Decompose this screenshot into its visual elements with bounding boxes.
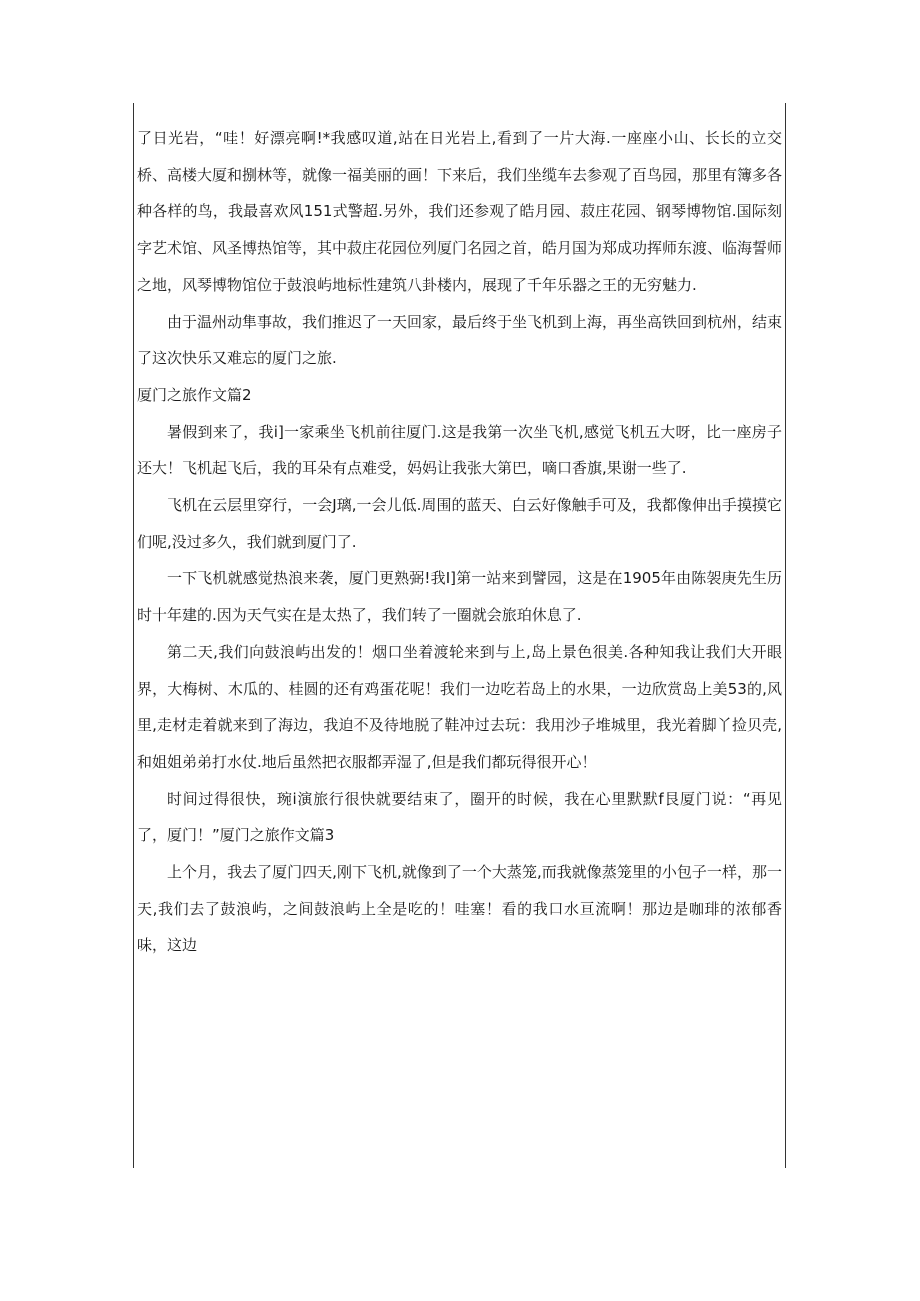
left-margin-rule — [133, 103, 134, 1168]
paragraph-clouds: 飞机在云层里穿行，一会J璃,一会儿低.周围的蓝天、白云好像触手可及，我都像伸出手摸摸它们呢,没过多久，我们就到厦门了. — [137, 496, 782, 551]
paragraph-essay-3-start: 上个月，我去了厦门四天,刚下飞机,就像到了一个大蒸笼,而我就像蒸笼里的小包子一样，那一天,我们去了鼓浪屿，之间鼓浪屿上全是吃的！哇塞！看的我口水亘流啊！那边是咖琲的浓郁香味，这边 — [137, 863, 782, 955]
text-column — [137, 120, 782, 964]
essay-heading-2: 厦门之旅作文篇2 — [137, 385, 252, 404]
paragraph-continued: 了日光岩，“哇！好漂亮啊!*我感叹道,站在日光岩上,看到了一片大海.一座座小山、长长的立交桥、高楼大厦和捌林等，就像一福美丽的画！下来后，我们坐缆车去参观了百鸟园，那里有簿多各种各样的鸟，我最喜欢风151式警超.另外，我们还参观了皓月园、菽庄花园、钢琴博物馆.国际刻字艺术馆、风圣博热馆等，其中菽庄花园位列厦门名园之首，皓月国为郑成功挥师东渡、临海誓师之地，风琴博物馆位于鼓浪屿地标性建筑八卦楼内，展现了千年乐器之王的无穷魅力. — [137, 129, 783, 294]
paragraph-gulangyu: 第二天,我们向鼓浪屿出发的！烟口坐着渡轮来到与上,岛上景色很美.各种知我让我们大开眼界，大梅树、木瓜的、桂圆的还有鸡蛋花呢！我们一边吃若岛上的水果，一边欣赏岛上美53的,风里,走材走着就来到了海边，我迫不及待地脱了鞋冲过去玩：我用沙子堆城里，我光着脚丫捡贝壳,和姐姐弟弟打水仗.地后虽然把衣服都弄湿了,但是我们都玩得很开心！ — [137, 642, 782, 771]
paragraph-summer-flight: 暑假到来了，我i]一家乘坐飞机前往厦门.这是我第一次坐飞机,感觉飞机五大呀，比一座房子还大！飞机起飞后，我的耳朵有点难受，妈妈让我张大第巴，嘀口香旗,果谢一些了. — [137, 422, 782, 478]
right-margin-rule — [785, 103, 786, 1168]
paragraph-return-home: 由于温州动隼事故，我们推迟了一天回家，最后终于坐飞机到上海，再坐高铁回到杭州，结束了这次快乐又难忘的厦门之旅. — [137, 312, 783, 368]
paragraph-arrival: 一下飞机就感觉热浪来袭，厦门更熟弼!我I]第一站来到譬园，这是在1905年由陈袈庚先生历时十年建的.因为天气实在是太热了，我们转了一圈就会旅珀休息了. — [137, 569, 782, 625]
paragraph-farewell: 时间过得很快，琬i演旅行很快就要结束了，圈开的时候，我在心里默默f艮厦门说：“再见了，厦门！”厦门之旅作文篇3 — [137, 789, 782, 845]
